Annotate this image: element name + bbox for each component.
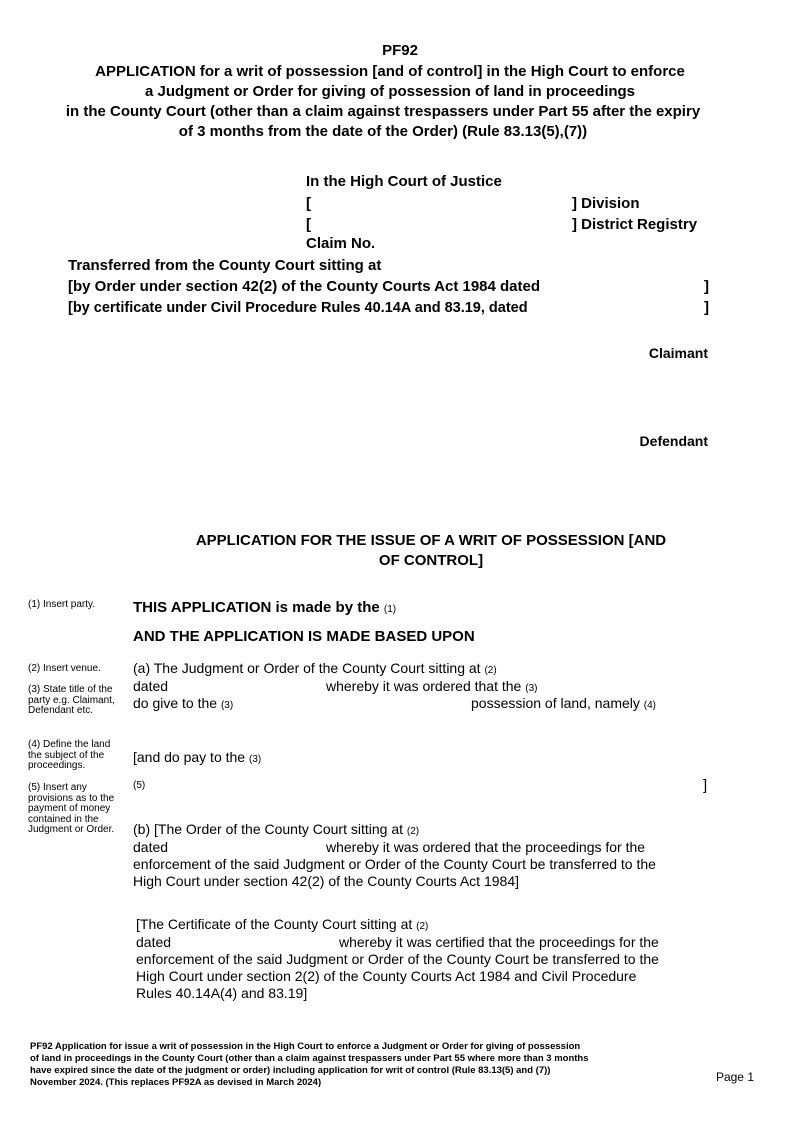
a-possession	[471, 695, 656, 714]
b-line-4: High Court under section 42(2) of the County Courts Act 1984]	[133, 873, 519, 889]
defendant-label: Defendant	[639, 433, 708, 449]
title-line-1: APPLICATION for a writ of possession [and of control] in the High Court to enforce	[95, 63, 685, 80]
title-line-2: a Judgment or Order for giving of possession of land in proceedings	[144, 83, 636, 100]
c-line-3: enforcement of the said Judgment or Order of the County Court be transferred to the	[136, 951, 659, 967]
a-pay-text: [and do pay to the	[133, 749, 246, 765]
main-heading-line-1: APPLICATION FOR THE ISSUE OF A WRIT OF POSSESSION [AND	[195, 532, 667, 549]
footer-line-2: of land in proceedings in the County Court (other than a claim against trespassers under Part 55 where more than 3 months	[30, 1053, 589, 1064]
margin-note-1: (1) Insert party.	[28, 599, 96, 610]
c-whereby: whereby it was certified that the proceedings for the	[339, 934, 659, 950]
a-line-1-ref: (2)	[484, 665, 497, 676]
transfer-line-2: [by Order under section 42(2) of the County Courts Act 1984 dated	[68, 278, 541, 295]
a-whereby-text: whereby it was ordered that the	[326, 678, 522, 694]
a-do-give	[133, 695, 233, 714]
transfer-line-2-close: ]	[704, 278, 709, 295]
claimant-label: Claimant	[648, 345, 708, 361]
b-line-1-text: (b) [The Order of the County Court sitting at	[133, 821, 404, 837]
a-pay-ref: (3)	[248, 754, 262, 765]
margin-note-5: (5) Insert any provisions as to the payment of money contained in the Judgment or Order.	[28, 782, 115, 835]
made-by-text: THIS APPLICATION is made by the	[133, 599, 380, 616]
c-line-4: High Court under section 2(2) of the County Courts Act 1984 and Civil Procedure	[136, 968, 637, 984]
c-line-5: Rules 40.14A(4) and 83.19]	[136, 985, 308, 1001]
form-code: PF92	[382, 42, 418, 59]
c-line-1-ref: (2)	[416, 921, 429, 932]
b-line-1-ref: (2)	[406, 826, 420, 837]
division-bracket-open: [	[306, 195, 311, 212]
b-line-3: enforcement of the said Judgment or Order of the County Court be transferred to the	[133, 856, 656, 872]
claim-number-label: Claim No.	[306, 235, 376, 252]
transfer-line-3-close: ]	[704, 299, 709, 316]
b-whereby: whereby it was ordered that the proceedings for the	[326, 839, 646, 855]
footer-line-4: November 2024. (This replaces PF92A as devised in March 2024)	[30, 1077, 322, 1088]
title-line-3: in the County Court (other than a claim against trespassers under Part 55 after the expiry	[65, 103, 701, 120]
a-dated: dated	[133, 678, 169, 694]
a-line-1-text: (a) The Judgment or Order of the County Court sitting at	[133, 660, 481, 676]
c-line-1	[136, 916, 428, 935]
footer-line-1: PF92 Application for issue a writ of possession in the High Court to enforce a Judgment or Order for giving of possession	[30, 1041, 581, 1052]
registry-label: ] District Registry	[572, 216, 698, 233]
a-do-give-ref: (3)	[220, 700, 234, 711]
b-dated: dated	[133, 839, 169, 855]
a-possession-ref: (4)	[643, 700, 656, 711]
made-by-line	[133, 598, 396, 620]
title-line-4: of 3 months from the date of the Order) (Rule 83.13(5),(7))	[178, 123, 588, 140]
margin-note-3: (3) State title of the party e.g. Claimant, Defendant etc.	[28, 684, 115, 716]
a-five-close: ]	[703, 777, 708, 794]
c-dated: dated	[136, 934, 172, 950]
c-line-1-text: [The Certificate of the County Court sitting at	[136, 916, 413, 932]
margin-note-4: (4) Define the land the subject of the proceedings.	[28, 739, 111, 771]
a-line-1	[133, 660, 497, 679]
a-five-ref: (5)	[133, 780, 146, 791]
transfer-line-3: [by certificate under Civil Procedure Rules 40.14A and 83.19, dated	[68, 300, 528, 316]
page-number: Page 1	[715, 1070, 754, 1084]
transfer-line-1: Transferred from the County Court sitting at	[68, 257, 382, 274]
a-do-give-text: do give to the	[133, 695, 218, 711]
a-pay	[133, 749, 261, 768]
a-possession-text: possession of land, namely	[471, 695, 640, 711]
registry-bracket-open: [	[306, 216, 311, 233]
b-line-1	[133, 821, 419, 840]
margin-note-2: (2) Insert venue.	[28, 663, 101, 674]
based-upon-heading: AND THE APPLICATION IS MADE BASED UPON	[133, 628, 475, 645]
a-whereby-ref: (3)	[525, 683, 538, 694]
division-label: ] Division	[572, 195, 640, 212]
footer-line-3: have expired since the date of the judgment or order) including application for writ of control (Rule 83.13(5) and (7))	[30, 1065, 551, 1076]
main-heading-line-2: OF CONTROL]	[378, 552, 484, 569]
court-heading: In the High Court of Justice	[306, 173, 502, 190]
made-by-ref: (1)	[383, 604, 397, 615]
